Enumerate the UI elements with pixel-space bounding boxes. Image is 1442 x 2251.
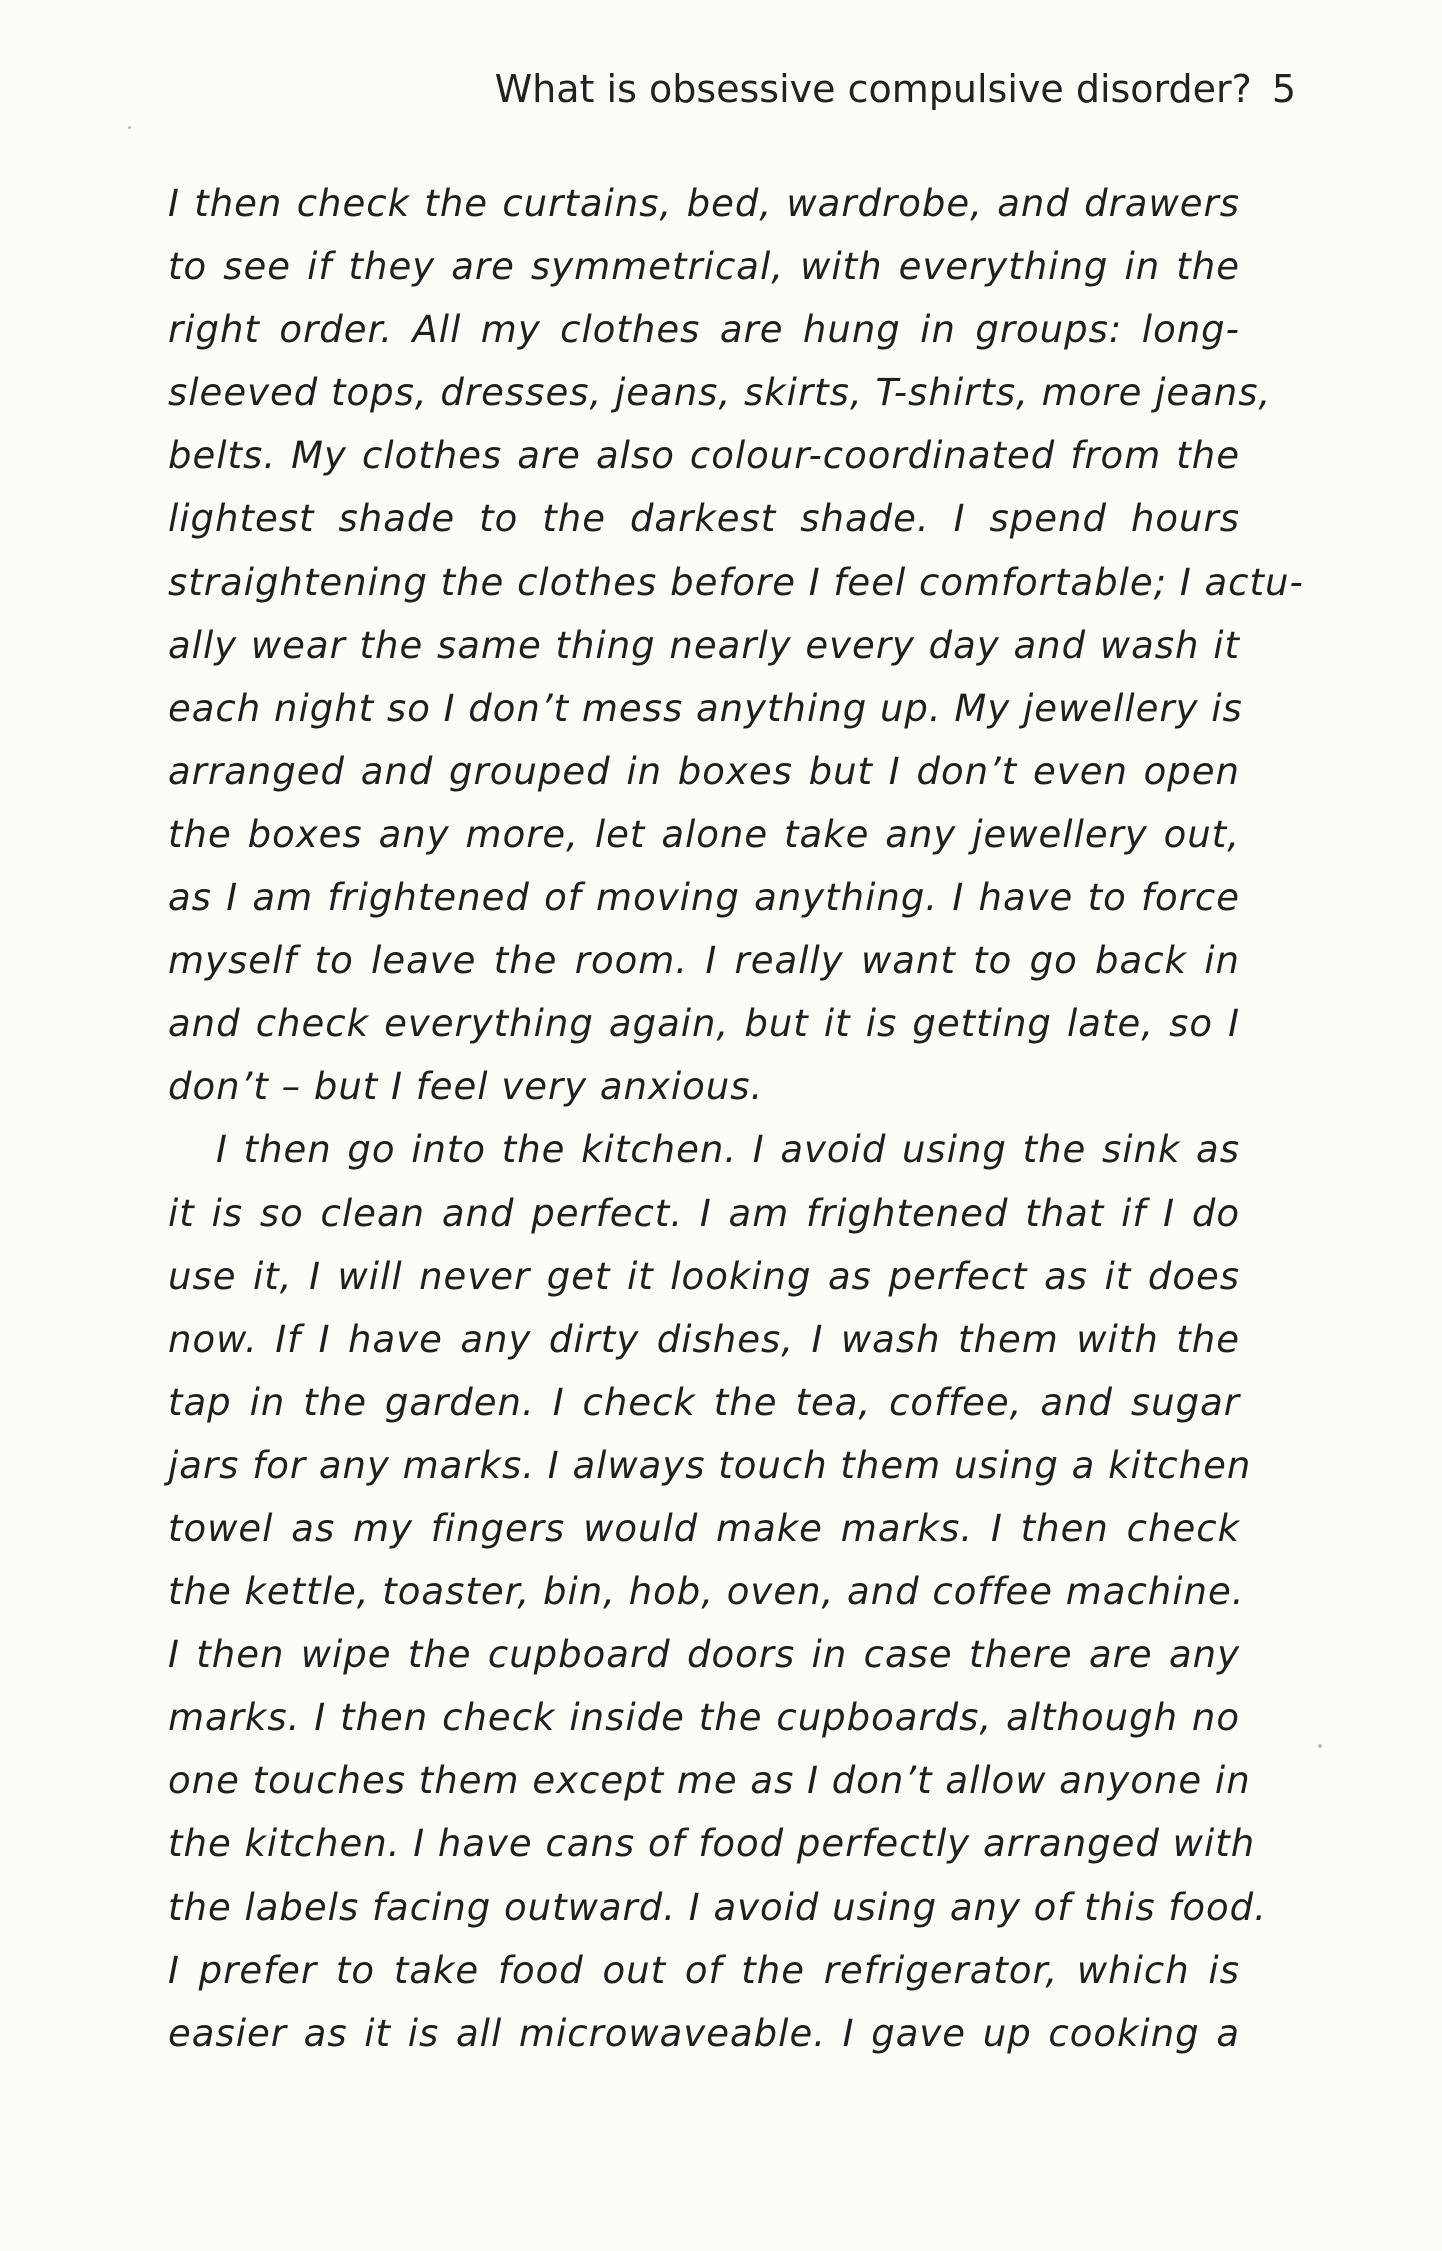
- chapter-title: What is obsessive compulsive disorder?: [494, 67, 1252, 111]
- text-line: sleeved tops, dresses, jeans, skirts, T-shirts, more jeans,: [168, 371, 1272, 415]
- text-line: jars for any marks. I always touch them using a kitchen: [168, 1443, 1252, 1487]
- text-line: I then go into the kitchen. I avoid using the sink as: [216, 1128, 1240, 1172]
- text-line: now. If I have any dirty dishes, I wash them with the: [168, 1317, 1240, 1361]
- paragraph: [168, 1118, 1267, 2064]
- text-line: each night so I don’t mess anything up. My jewellery is: [168, 686, 1243, 730]
- text-line: I then wipe the cupboard doors in case there are any: [168, 1633, 1240, 1677]
- scan-speck: [1318, 1744, 1322, 1748]
- text-line: myself to leave the room. I really want to go back in: [168, 939, 1240, 983]
- text-line: and check everything again, but it is getting late, so I: [168, 1002, 1240, 1046]
- scan-speck: [128, 126, 131, 129]
- text-line: easier as it is all microwaveable. I gave up cooking a: [168, 2011, 1240, 2055]
- text-line: the labels facing outward. I avoid using any of this food.: [168, 1885, 1267, 1929]
- text-line: I prefer to take food out of the refrigerator, which is: [168, 1948, 1240, 1992]
- text-line: the boxes any more, let alone take any jewellery out,: [168, 812, 1240, 856]
- text-line: belts. My clothes are also colour-coordinated from the: [168, 434, 1240, 478]
- text-line: ally wear the same thing nearly every day and wash it: [168, 623, 1240, 667]
- text-line: one touches them except me as I don’t allow anyone in: [168, 1759, 1251, 1803]
- text-line: use it, I will never get it looking as perfect as it does: [168, 1254, 1240, 1298]
- text-line: as I am frightened of moving anything. I have to force: [168, 876, 1240, 920]
- running-header: [495, 64, 1296, 114]
- text-line: to see if they are symmetrical, with everything in the: [168, 245, 1240, 289]
- text-line: don’t – but I feel very anxious.: [168, 1065, 764, 1109]
- page-number: 5: [1271, 67, 1296, 111]
- text-line: right order. All my clothes are hung in groups: long-: [168, 308, 1240, 352]
- text-line: tap in the garden. I check the tea, coffee, and sugar: [168, 1380, 1240, 1424]
- text-line: arranged and grouped in boxes but I don’t even open: [168, 749, 1240, 793]
- text-line: the kitchen. I have cans of food perfectly arranged with: [168, 1822, 1256, 1866]
- text-line: lightest shade to the darkest shade. I spend hours: [168, 497, 1240, 541]
- text-line: towel as my fingers would make marks. I then check: [168, 1506, 1240, 1550]
- text-line: I then check the curtains, bed, wardrobe, and drawers: [168, 182, 1240, 225]
- text-line: it is so clean and perfect. I am frightened that if I do: [168, 1191, 1240, 1235]
- text-line: marks. I then check inside the cupboards, although no: [168, 1696, 1240, 1740]
- text-line: the kettle, toaster, bin, hob, oven, and coffee machine.: [168, 1570, 1245, 1614]
- paragraph: [168, 172, 1304, 1118]
- text-line: straightening the clothes before I feel comfortable; I actu-: [168, 560, 1304, 604]
- body-text: [168, 172, 1304, 2065]
